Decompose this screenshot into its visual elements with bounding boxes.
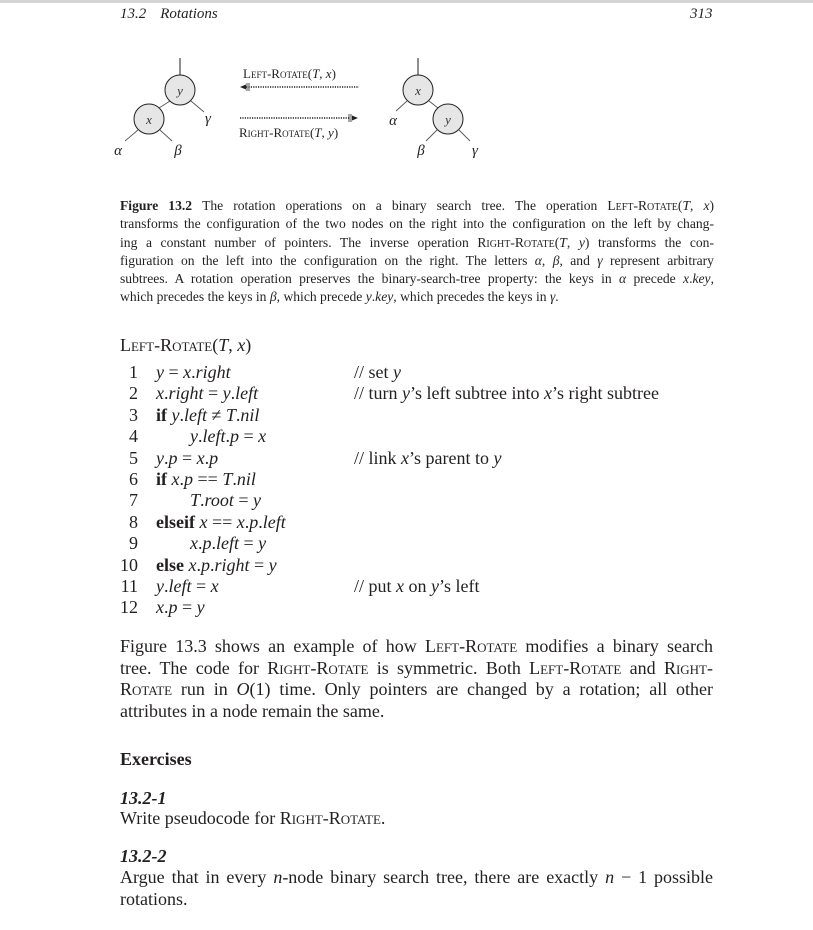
text-line: attributes in a node remain the same.	[120, 700, 385, 721]
code-statement: if y.left ≠ T.nil	[156, 404, 260, 425]
text-line: Write pseudocode for Right-Rotate.	[120, 808, 386, 828]
code-statement: y.left.p = x	[190, 426, 267, 447]
subtree-alpha: α	[114, 143, 122, 159]
text-line: rotations.	[120, 888, 188, 909]
left-rotate-name: Left-Rotate	[243, 66, 308, 81]
subtree-beta: β	[174, 143, 182, 159]
code-statement: x.p = y	[156, 597, 205, 618]
edge-y-x	[159, 101, 170, 108]
code-comment: // link x’s parent to y	[354, 447, 502, 468]
node-y-label: y	[445, 112, 451, 127]
code-statement: x.p.left = y	[190, 533, 267, 554]
procedure-name: Left-Rotate	[120, 335, 213, 355]
edge-x-alpha	[396, 101, 407, 111]
text-line: Argue that in every n-node binary search tree, there are exactly n − 1 possible	[120, 867, 714, 887]
caption-line: ing a constant number of pointers. The inverse operation Right-Rotate(T, y) transforms the con-	[120, 234, 715, 250]
edge-y-gamma	[459, 130, 470, 141]
body-paragraph	[120, 636, 713, 722]
procedure-title	[120, 335, 251, 356]
left-tree	[114, 58, 212, 159]
left-rotate-args: (T, x)	[307, 66, 336, 81]
code-comment: // set y	[354, 362, 401, 382]
section-number: 13.2	[120, 6, 147, 22]
rotation-diagram	[0, 0, 813, 185]
left-rotate-label	[243, 66, 336, 82]
edge-y-beta	[426, 130, 437, 141]
line-number: 9	[129, 533, 138, 554]
text-line: Rotate run in O(1) time. Only pointers are changed by a rotation; all other	[120, 679, 713, 700]
caption-text: The rotation operations on a binary search tree. The operation Left-Rotate(T, x)	[202, 198, 715, 213]
subtree-alpha: α	[389, 113, 397, 129]
left-arrowhead-icon	[240, 85, 246, 90]
line-number: 12	[120, 597, 138, 618]
exercise-number: 13.2-2	[120, 846, 167, 866]
edge-y-gamma	[191, 101, 204, 112]
caption-line: figuration on the left into the configuration on the right. The letters α, β, and γ represent arbitrary	[120, 252, 714, 268]
caption-line	[120, 197, 714, 215]
code-statement: if x.p == T.nil	[156, 469, 256, 489]
line-number: 3	[129, 404, 138, 425]
figure-caption	[120, 197, 714, 307]
subtree-gamma: γ	[205, 111, 211, 127]
code-statement: T.root = y	[190, 490, 262, 511]
caption-line: transforms the configuration of the two nodes on the right into the configuration on the left by chang-	[120, 216, 714, 232]
edge-x-alpha	[125, 130, 138, 141]
right-rotate-arrow	[240, 114, 358, 122]
section-title: Rotations	[160, 6, 218, 22]
node-x-label: x	[146, 112, 152, 127]
text-line: tree. The code for Right-Rotate is symmetric. Both Left-Rotate and Right-	[120, 657, 713, 678]
page-number: 313	[690, 6, 713, 22]
right-rotate-label	[239, 125, 338, 141]
exercise-text	[120, 867, 713, 910]
code-statement: y.left = x	[156, 576, 219, 596]
code-statement: y.p = x.p	[156, 447, 219, 468]
left-rotate-arrow	[240, 83, 359, 91]
text-line: Figure 13.3 shows an example of how Left-Rotate modifies a binary search	[120, 636, 713, 656]
exercises-heading: Exercises	[120, 749, 192, 769]
exercise-number: 13.2-1	[120, 788, 167, 808]
right-tree	[389, 58, 479, 159]
caption-line: which precedes the keys in β, which precede y.key, which precedes the keys in γ.	[120, 289, 559, 305]
code-statement: y = x.right	[156, 362, 231, 382]
right-rotate-args: (T, y)	[309, 125, 339, 140]
node-x-label: x	[415, 83, 421, 98]
code-statement: x.right = y.left	[156, 383, 259, 404]
figure-label: Figure 13.2	[120, 198, 193, 213]
line-number: 1	[129, 362, 138, 382]
line-number: 7	[129, 490, 138, 511]
subtree-gamma: γ	[472, 143, 478, 159]
node-y-label: y	[177, 83, 183, 98]
caption-line: subtrees. A rotation operation preserves the binary-search-tree property: the keys in α precede x.key,	[120, 271, 714, 287]
line-number: 5	[129, 447, 138, 468]
code-statement: else x.p.right = y	[156, 554, 277, 575]
edge-x-y	[429, 101, 438, 108]
edge-x-beta	[160, 130, 172, 141]
procedure-params: (T, x)	[212, 335, 252, 355]
line-number: 2	[129, 383, 138, 404]
code-comment: // put x on y’s left	[354, 576, 480, 596]
subtree-beta: β	[417, 143, 425, 159]
line-number: 8	[129, 511, 138, 532]
exercise-text	[120, 808, 713, 830]
line-number: 10	[120, 554, 138, 575]
line-number: 4	[129, 426, 138, 447]
code-comment: // turn y’s left subtree into x’s right subtree	[354, 383, 659, 404]
line-number: 6	[129, 469, 138, 489]
code-statement: elseif x == x.p.left	[156, 511, 286, 532]
right-arrowhead-icon	[352, 116, 358, 121]
line-number: 11	[120, 576, 138, 596]
right-rotate-name: Right-Rotate	[239, 125, 310, 140]
